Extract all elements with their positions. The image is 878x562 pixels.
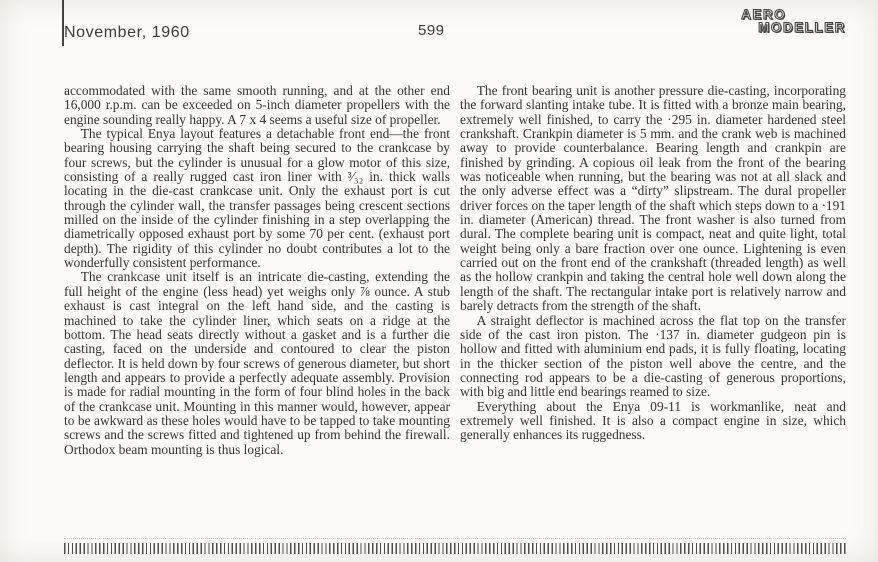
paragraph: The front bearing unit is another pressure die-casting, incorporating the forward slanting intake tube. It is fitted with a bronze main bearing, extremely well finished, to carry the ·295 in. diameter hardened steel crankshaft. Crankpin diameter is 5 mm. and the crank web is machined away to provide counterbalance. Bearing length and crankpin are finished by grinding. A copious oil leak from the front of the bearing was noticeable when running, but the bearing was not at all slack and the only adverse effect was a “dirty” slipstream. The dural propeller driver forces on the taper length of the shaft which steps down to a ·191 in. diameter (American) thread. The front washer is also turned from dural. The complete bearing unit is compact, neat and quite light, total weight being only a bare fraction over one ounce. Lightening is even carried out on the front end of the crankshaft (threaded length) as well as the hollow crankpin and taking the central hole well down along the length of the shaft. The rectangular intake port is relatively narrow and barely detracts from the strength of the shaft.	[460, 83, 846, 314]
left-column	[64, 84, 450, 457]
page-number: 599	[418, 22, 445, 39]
decorative-bar-strip	[64, 538, 846, 554]
paragraph: A straight deflector is machined across the flat top on the transfer side of the cast iron piston. The ·137 in. diameter gudgeon pin is hollow and fitted with aluminium end pads, it is fully floating, locating in the thicker section of the piston well above the centre, and the connecting rod appears to be a die-casting of generous proportions, with big and little end bearings reamed to size.	[460, 312, 846, 400]
paragraph: The typical Enya layout features a detachable front end—the front bearing housing carrying the shaft being secured to the crankcase by four screws, but the cylinder is unusual for a glow motor of this size, consisting of a really rugged cast iron liner with ³⁄₃₂ in. thick walls locating in the die-cast crankcase unit. Only the exhaust port is cut through the cylinder wall, the transfer passages being crescent sections milled on the inside of the cylinder finishing in a step overlapping the diametrically opposed exhaust port by some 70 per cent. (exhaust port depth). The rigidity of this cylinder no doubt contributes a lot to the wonderfully consistent performance.	[64, 126, 450, 271]
article-body	[64, 84, 846, 457]
paragraph: Everything about the Enya 09-11 is workmanlike, neat and extremely well finished. It is also a compact engine in size, which generally enhances its ruggedness.	[460, 398, 846, 443]
issue-date: November, 1960	[64, 24, 190, 41]
paragraph: accommodated with the same smooth running, and at the other end 16,000 r.p.m. can be exceeded on 5-inch diameter propellers with the engine sounding really happy. A 7 x 4 seems a useful size of propeller.	[64, 83, 450, 127]
logo-text-aero: AERO	[741, 7, 787, 22]
logo-text-modeller: MODELLER	[758, 19, 846, 35]
right-column	[460, 84, 846, 457]
aeromodeller-logo	[741, 9, 846, 34]
paragraph: The crankcase unit itself is an intricate die-casting, extending the full height of the engine (less head) yet weighs only ⅞ ounce. A stub exhaust is cast integral on the left hand side, and the casting is machined to take the cylinder liner, which seats on a ridge at the bottom. The head seats directly without a gasket and is a further die casting, faced on the underside and contoured to clear the piston deflector. It is held down by four screws of generous diameter, but short length and appears to provide a perfectly adequate assembly. Provision is made for radial mounting in the form of four blind holes in the back of the crankcase unit. Mounting in this manner would, however, appear to be awkward as these holes would have to be tapped to take mounting screws and the screws fitted and tightened up from behind the firewall. Orthodox beam mounting is thus logical.	[64, 269, 450, 457]
